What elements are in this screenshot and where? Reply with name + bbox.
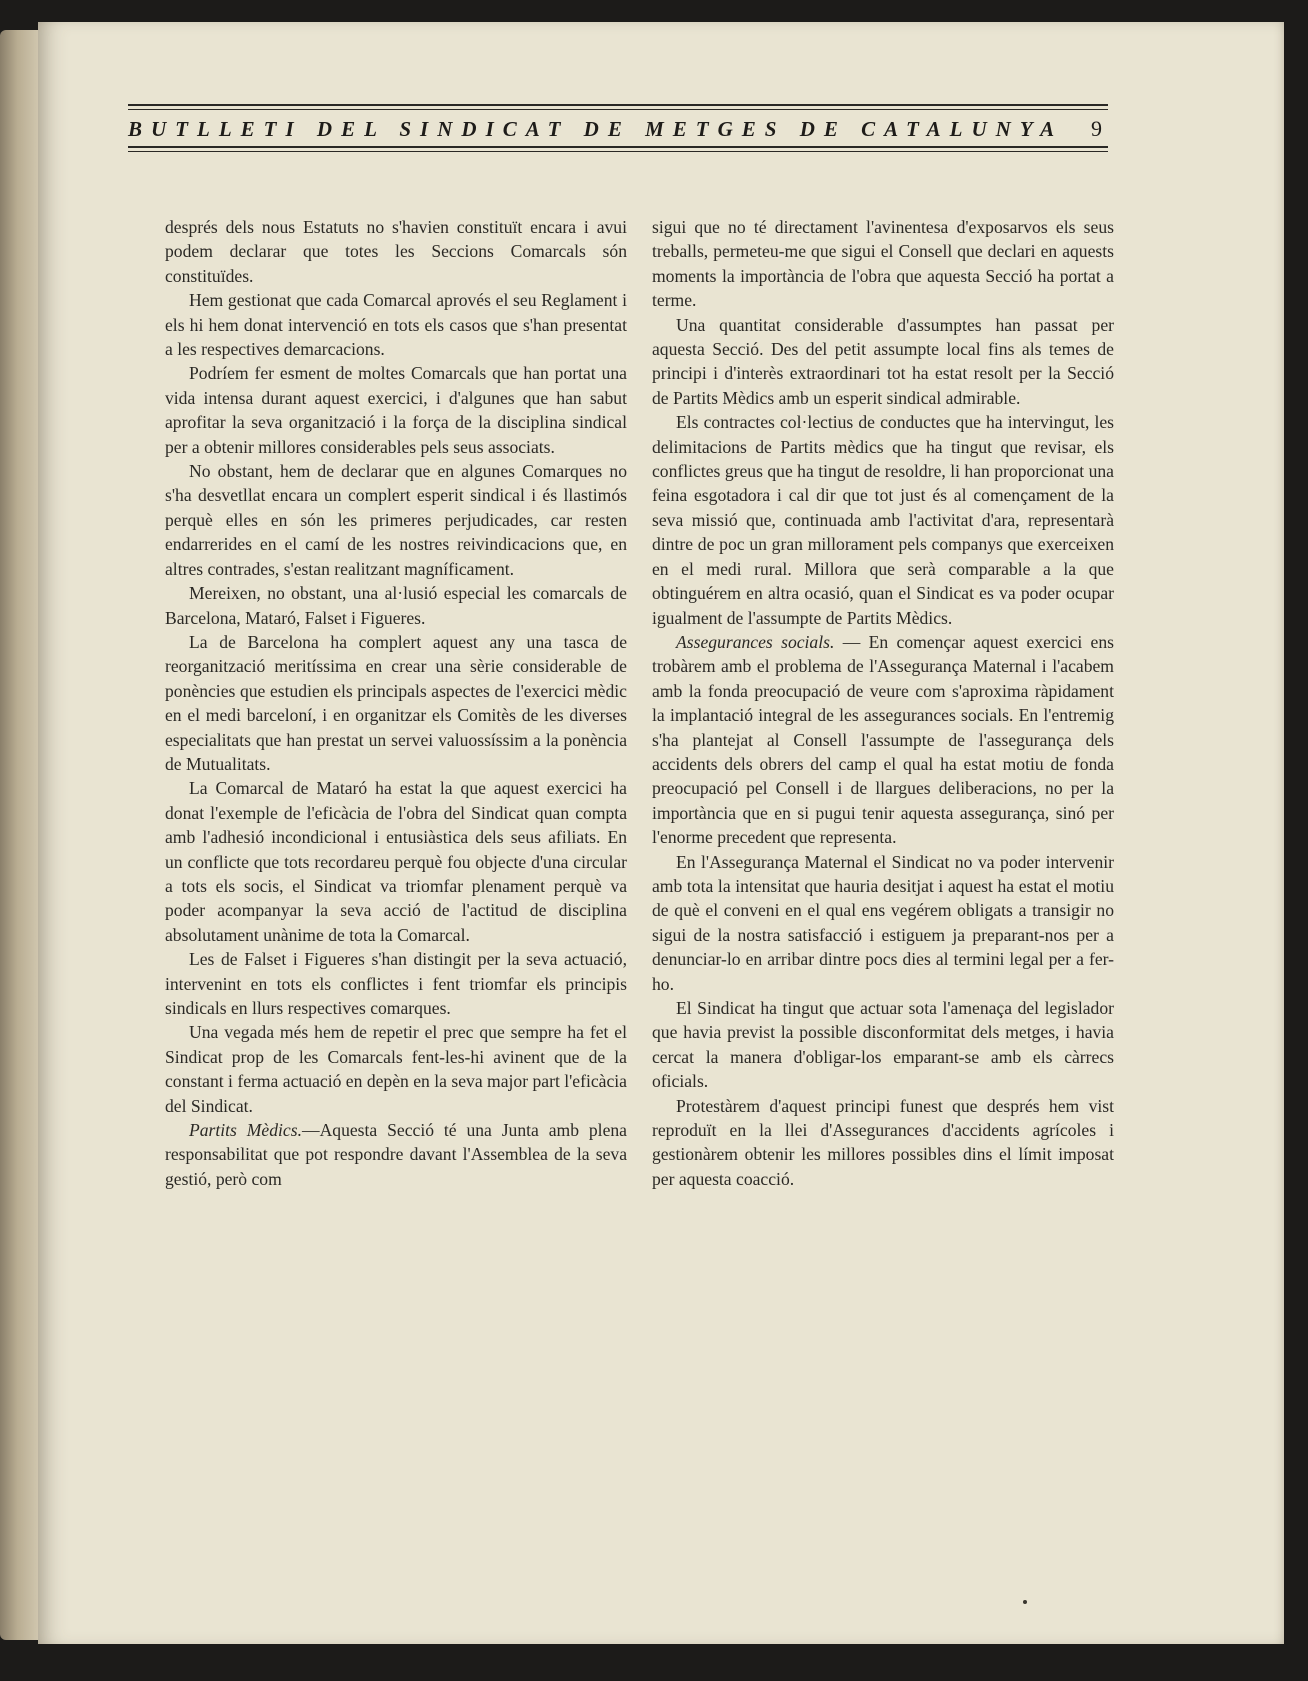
paragraph: La de Barcelona ha complert aquest any una tasca de reorganització meritíssima en crear una sèrie considerable de ponències que estudien els principals aspectes de l'exercici mèdic en el medi barceloní, i en organitzar els Comitès de les diverses especialitats que han prestat un servei valuossíssim a la ponència de Mutualitats. (165, 631, 627, 774)
paragraph: sigui que no té directament l'avinentesa d'exposarvos els seus treballs, permeteu-me que sigui el Consell que declari en aquests moments la importància de l'obra que aquesta Secció ha portat a terme. (652, 217, 1114, 311)
page-number: 9 (1091, 116, 1102, 141)
paragraph: La Comarcal de Mataró ha estat la que aquest exercici ha donat l'exemple de l'eficàcia de l'obra del Sindicat quan compta amb l'adhesió incondicional i entusiàstica dels seus afiliats. En un conflicte que tots recordareu perquè fou objecte d'una circular a tots els socis, el Sindicat va triomfar plenament perquè va poder acompanyar la seva acció de l'actitud de disciplina absolutament unànime de tota la Comarcal. (165, 778, 627, 945)
paragraph: Protestàrem d'aquest principi funest que després hem vist reproduït en la llei d'Assegurances d'accidents agrícoles i gestionàrem obtenir les millores possibles dins el límit imposat per aquesta coacció. (652, 1095, 1114, 1189)
header-line (128, 110, 1108, 146)
journal-title: BUTLLETI DEL SINDICAT DE METGES DE CATALUNYA (128, 117, 1064, 141)
paragraph: Podríem fer esment de moltes Comarcals que han portat una vida intensa durant aquest exercici, i d'algunes que han sabut aprofitar la seva organització i la força de la disciplina sindical per a obtenir millores considerables pels seus associats. (165, 363, 627, 457)
ink-speck (1023, 1600, 1027, 1604)
body-columns (128, 215, 1115, 1515)
paragraph: Les de Falset i Figueres s'han distingit per la seva actuació, intervenint en tots els conflictes i fent triomfar els principis sindicals en llurs respectives comarques. (165, 949, 627, 1018)
header-rule-bottom-thin (128, 151, 1108, 152)
paragraph: En l'Assegurança Maternal el Sindicat no va poder intervenir amb tota la intensitat que hauria desitjat i aquest ha estat el motiu de què el conveni en el qual ens vegérem obligats a transigir no sigui de la nostra satisfacció i estiguem ja preparant-nos per a denunciar-lo en arribar dintre pocs dies al termini legal per a fer-ho. (652, 851, 1114, 994)
running-header (128, 104, 1108, 152)
right-column (652, 215, 1114, 1191)
paragraph: Hem gestionat que cada Comarcal aprovés el seu Reglament i els hi hem donat intervenció en tots els casos que s'han presentat a les respectives demarcacions. (165, 290, 627, 360)
section-text: — En començar aquest exercici ens trobàrem amb el problema de l'Assegurança Maternal i l'acabem amb la fonda preocupació de veure com s'aproxima ràpidament la implantació integral de les assegurances socials. En l'entremig s'ha plantejat al Consell l'assumpte de l'assegurança dels accidents dels obrers del camp el qual ha estat motiu de fonda preocupació pel Consell i de llargues deliberacions, no per la importància que en si pugui tenir aquesta assegurança, sinó per l'enorme precedent que representa. (652, 631, 1115, 848)
section-heading-partits-medics: Partits Mèdics. (189, 1120, 302, 1141)
section-heading-assegurances-socials: Assegurances socials. (676, 631, 835, 652)
paragraph: Una quantitat considerable d'assumptes han passat per aquesta Secció. Des del petit assumpte local fins als temes de principi i d'interès extraordinari tot ha estat resolt per la Secció de Partits Mèdics amb un esperit sindical admirable. (652, 314, 1114, 408)
paragraph: El Sindicat ha tingut que actuar sota l'amenaça del legislador que havia previst la possible disconformitat dels metges, i havia cercat la manera d'obligar-los emparant-se amb els càrrecs oficials. (652, 998, 1114, 1092)
paragraph-assegurances-socials (652, 630, 1114, 850)
paragraph: després dels nous Estatuts no s'havien constituït encara i avui podem declarar que totes les Seccions Comarcals són constituïdes. (165, 217, 627, 286)
section-text: —Aquesta Secció té una Junta amb plena responsabilitat que pot respondre davant l'Assemblea de la seva gestió, però com (165, 1120, 627, 1189)
header-rule-bottom (128, 146, 1108, 148)
paragraph: Els contractes col·lectius de conductes que ha intervingut, les delimitacions de Partits mèdics que ha tingut que revisar, els conflictes greus que ha tingut de resoldre, li han proporcionat una feina esgotadora i cal dir que tot just és al començament de la seva missió que, continuada amb l'activitat d'ara, representarà dintre de poc un gran millorament pels companys que exerceixen en el medi rural. Millora que serà comparable a la que obtinguérem en altra ocasió, quan el Sindicat es va poder ocupar igualment de l'assumpte de Partits Mèdics. (652, 412, 1114, 628)
paragraph: No obstant, hem de declarar que en algunes Comarques no s'ha desvetllat encara un complert esperit sindical i és llastimós perquè elles en són les primeres perjudicades, car resten endarrerides en el camí de les nostres reivindicacions que, en altres contrades, s'estan realitzant magníficament. (165, 461, 627, 579)
paragraph: Una vegada més hem de repetir el prec que sempre ha fet el Sindicat prop de les Comarcals fent-les-hi avinent que de la constant i ferma actuació en depèn en la seva major part l'eficàcia del Sindicat. (165, 1022, 627, 1116)
paragraph-partits-medics (165, 1118, 627, 1191)
header-rule-top (128, 104, 1108, 106)
paragraph: Mereixen, no obstant, una al·lusió especial les comarcals de Barcelona, Mataró, Falset i Figueres. (165, 583, 627, 628)
left-column (165, 215, 627, 1191)
